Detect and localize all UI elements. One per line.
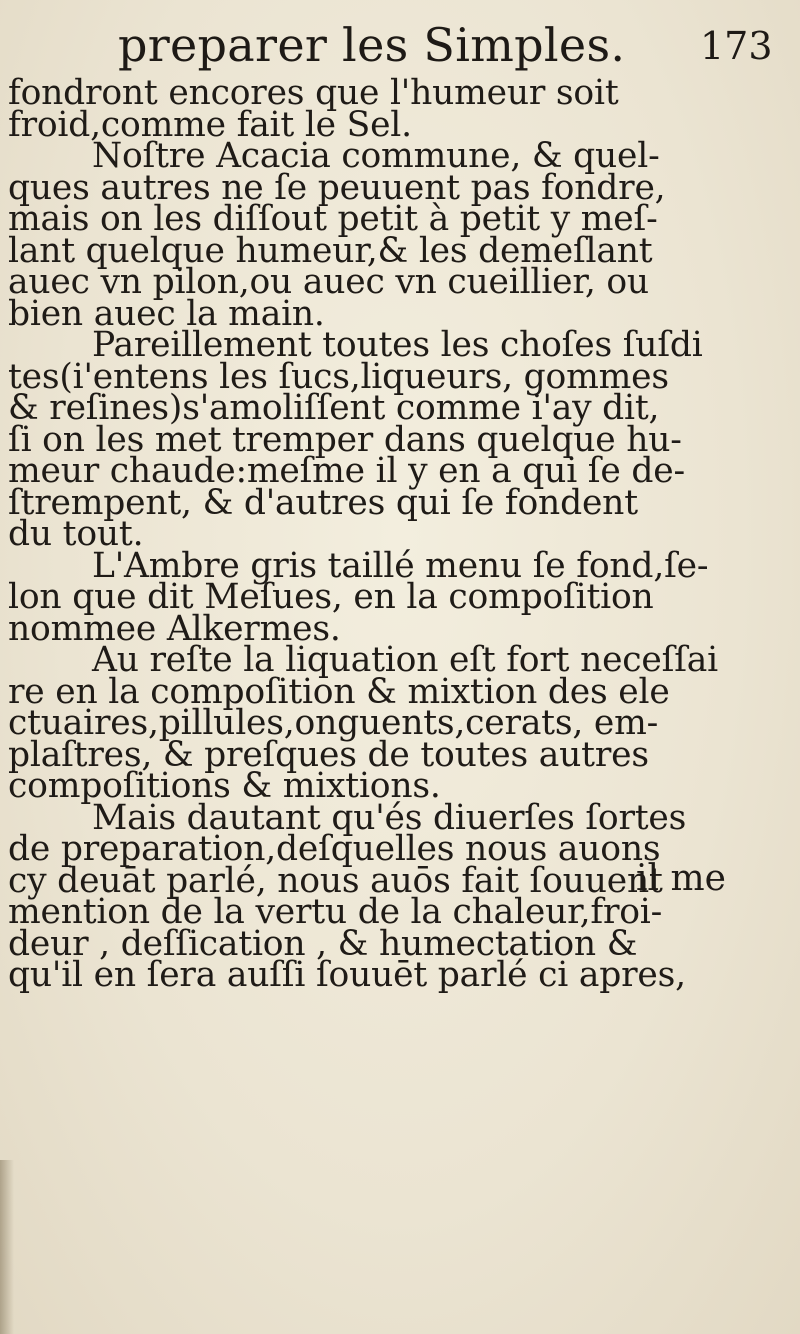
page-number: 173 (700, 24, 773, 68)
text-line: qu'il en ſera auſſi ſouuēt parlé ci apres, (8, 955, 686, 995)
paragraph-first-line: Au reſte la liquation eſt fort neceſſai (92, 640, 718, 680)
text-line: lon que dit Meſues, en la compoſition (8, 577, 654, 617)
text-line: mention de la vertu de la chaleur,froi- (8, 892, 663, 932)
text-line: lant quelque humeur,& les demeſlant (8, 230, 653, 271)
text-line: mais on les diſſout petit à petit y meſ- (8, 199, 658, 239)
text-line: re en la compoſition & mixtion des ele (8, 671, 670, 712)
text-line: & reſines)s'amoliſſent comme i'ay dit, (8, 388, 660, 428)
text-line: froid,comme fait le Sel. (8, 104, 412, 145)
text-line: deur , deſſication , & humectation & (8, 923, 638, 964)
text-line: bien auec la main. (8, 293, 325, 334)
catchword: il me (636, 858, 726, 899)
running-head-title: preparer les Simples. (118, 18, 626, 72)
paragraph-first-line: Mais dautant qu'és diuerſes ſortes (92, 797, 687, 838)
text-line: plaſtres, & preſques de toutes autres (8, 734, 649, 775)
text-line: nommee Alkermes. (8, 608, 341, 649)
text-line: ques autres ne ſe peuuent pas fondre, (8, 167, 666, 208)
paragraph-first-line: Pareillement toutes les choſes ſuſdi (92, 325, 703, 365)
text-line: du tout. (8, 514, 144, 554)
text-line: ſtrempent, & d'autres qui ſe fondent (8, 482, 638, 523)
running-head (0, 14, 800, 78)
text-line: compoſitions & mixtions. (8, 766, 441, 806)
page-edge-shadow (0, 1160, 14, 1334)
text-line: meur chaude:meſme il y en a qui ſe de- (8, 451, 685, 491)
paragraph-first-line: Noſtre Acacia commune, & quel- (92, 136, 660, 176)
text-line: cy deuāt parlé, nous auōs fait ſouuent (8, 860, 663, 901)
text-line: auec vn pilon,ou auec vn cueillier, ou (8, 262, 649, 302)
text-line: tes(i'entens les ſucs,liqueurs, gommes (8, 356, 669, 397)
text-line: ctuaires,pillules,onguents,cerats, em- (8, 703, 659, 743)
text-line: fondront encores que l'humeur soit (8, 73, 619, 113)
text-line: ſi on les met tremper dans quelque hu- (8, 419, 682, 460)
paragraph-first-line: L'Ambre gris taillé menu ſe fond,ſe- (92, 545, 709, 586)
text-line: de preparation,deſquelles nous auons (8, 829, 661, 869)
